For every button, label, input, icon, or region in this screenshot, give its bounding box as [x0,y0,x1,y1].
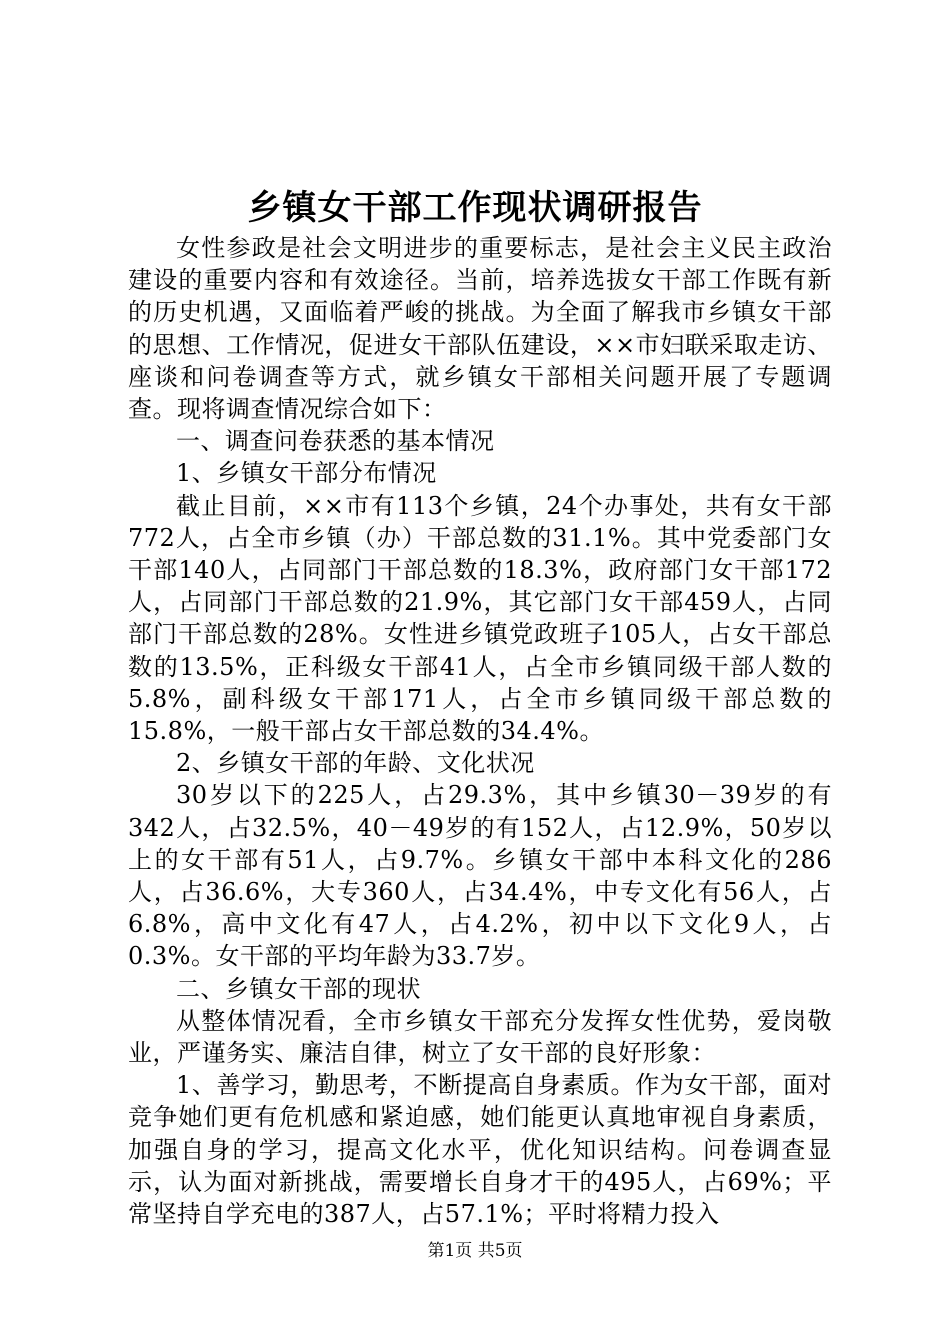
paragraph-intro: 女性参政是社会文明进步的重要标志，是社会主义民主政治建设的重要内容和有效途径。当前，培养选拔女干部工作既有新的历史机遇，又面临着严峻的挑战。为全面了解我市乡镇女干部的思想、工作情况，促进女干部队伍建设，××市妇联采取走访、座谈和问卷调查等方式，就乡镇女干部相关问题开展了专题调查。现将调查情况综合如下： [128,234,832,424]
paragraph-learning: 1、善学习，勤思考，不断提高自身素质。作为女干部，面对竞争她们更有危机感和紧迫感，她们能更认真地审视自身素质，加强自身的学习，提高文化水平，优化知识结构。问卷调查显示，认为面对新挑战，需要增长自身才干的495人，占69%；平常坚持自学充电的387人，占57.1%；平时将精力投入 [128,1071,832,1229]
subsection-heading-1-2: 2、乡镇女干部的年龄、文化状况 [176,749,535,778]
section-heading-1: 一、调查问卷获悉的基本情况 [176,427,495,456]
paragraph-distribution: 截止目前，××市有113个乡镇，24个办事处，共有女干部772人，占全市乡镇（办）干部总数的31.1%。其中党委部门女干部140人，占同部门干部总数的18.3%，政府部门女干部172人，占同部门干部总数的21.9%，其它部门女干部459人，占同部门干部总数的28%。女性进乡镇党政班子105人，占女干部总数的13.5%，正科级女干部41人，占全市乡镇同级干部人数的5.8%，副科级女干部171人，占全市乡镇同级干部总数的15.8%，一般干部占女干部总数的34.4%。 [128,491,832,746]
document-title: 乡镇女干部工作现状调研报告 [247,188,703,228]
section-heading-2: 二、乡镇女干部的现状 [176,974,421,1003]
document-body [128,232,832,1230]
subsection-heading-1-1: 1、乡镇女干部分布情况 [176,459,437,488]
paragraph-age-education: 30岁以下的225人，占29.3%，其中乡镇30－39岁的有342人，占32.5%，40－49岁的有152人，占12.9%，50岁以上的女干部有51人，占9.7%。乡镇女干部中本科文化的286人，占36.6%，大专360人，占34.4%，中专文化有56人，占6.8%，高中文化有47人，占4.2%，初中以下文化9人，占0.3%。女干部的平均年龄为33.7岁。 [128,781,832,971]
page-footer: 第1页 共5页 [427,1241,523,1261]
paragraph-overall: 从整体情况看，全市乡镇女干部充分发挥女性优势，爱岗敬业，严谨务实、廉洁自律，树立了女干部的良好形象： [128,1006,832,1068]
